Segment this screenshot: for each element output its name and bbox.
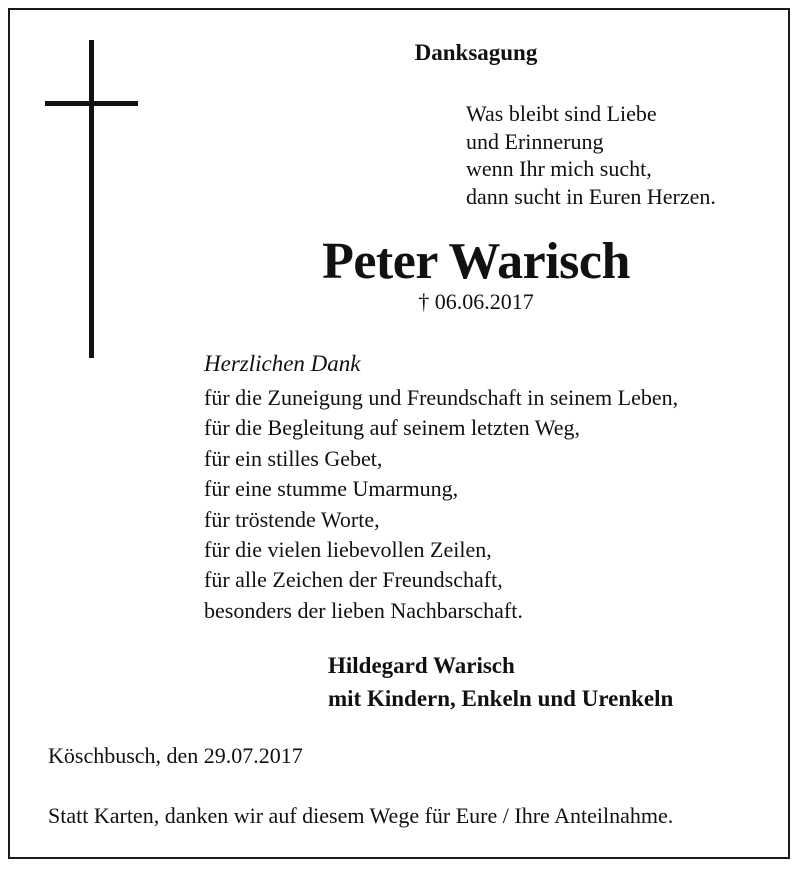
signature-line: mit Kindern, Enkeln und Urenkeln [328, 686, 674, 711]
thanks-list [204, 383, 678, 626]
poem [466, 100, 716, 210]
signature-line: Hildegard Warisch [328, 653, 515, 678]
poem-line: wenn Ihr mich sucht, [466, 156, 652, 182]
cross-horizontal-bar [45, 101, 138, 106]
thanks-line: für die Zuneigung und Freundschaft in seinem Leben, [204, 385, 679, 410]
signature [328, 649, 673, 715]
thanks-line: für alle Zeichen der Freundschaft, [204, 567, 503, 593]
thanks-line: für tröstende Worte, [204, 506, 380, 532]
closing-note: Statt Karten, danken wir auf diesem Wege für Eure / Ihre Anteilnahme. [48, 803, 674, 828]
poem-line: dann sucht in Euren Herzen. [466, 183, 716, 209]
poem-line: und Erinnerung [466, 128, 604, 154]
deceased-name: Peter Warisch [322, 233, 630, 290]
death-date: † 06.06.2017 [418, 289, 534, 314]
poem-line: Was bleibt sind Liebe [466, 101, 657, 126]
thanks-line: für die vielen liebevollen Zeilen, [204, 537, 492, 563]
thanks-heading: Herzlichen Dank [204, 351, 361, 376]
place-date: Köschbusch, den 29.07.2017 [48, 743, 303, 768]
notice-heading: Danksagung [414, 40, 538, 65]
thanks-line: für die Begleitung auf seinem letzten Weg, [204, 415, 580, 441]
thanks-line: für ein stilles Gebet, [204, 445, 383, 471]
thanks-line: besonders der lieben Nachbarschaft. [204, 597, 523, 623]
thanks-line: für eine stumme Umarmung, [204, 476, 459, 502]
